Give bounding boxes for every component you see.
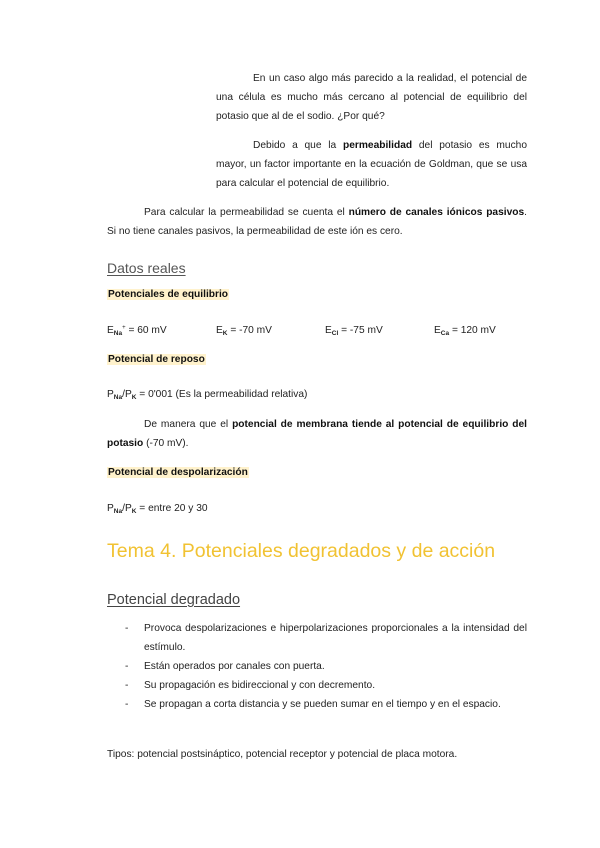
answer-paragraph: Debido a que la permeabilidad del potasio es mucho mayor, un factor importante en la ecuación de Goldman, que se usa para calcular el potencial de equilibrio.	[216, 140, 528, 189]
e-ca-value: ECa = 120 mV	[434, 325, 496, 337]
list-item: - Su propagación es bidireccional y con decremento.	[125, 680, 376, 691]
e-na-value: ENa+ = 60 mV	[107, 325, 167, 337]
chapter-title: Tema 4. Potenciales degradados y de acción	[107, 540, 496, 562]
list-item: - Provoca despolarizaciones e hiperpolarizaciones proporcionales a la intensidad del estímulo.	[125, 623, 527, 653]
list-item: - Están operados por canales con puerta.	[125, 661, 325, 672]
permeability-paragraph: Para calcular la permeabilidad se cuenta el número de canales iónicos pasivos. Si no tiene canales pasivos, la permeabilidad de este ión es cero.	[107, 207, 527, 237]
types-paragraph: Tipos: potencial postsináptico, potencial receptor y potencial de placa motora.	[107, 749, 458, 760]
list-item: - Se propagan a corta distancia y se pueden sumar en el tiempo y en el espacio.	[125, 699, 501, 710]
depolarization-heading: Potencial de despolarización	[108, 467, 248, 478]
resting-ratio: PNa/PK = 0'001 (Es la permeabilidad relativa)	[107, 389, 308, 401]
e-cl-value: ECl = -75 mV	[325, 325, 383, 337]
question-paragraph: En un caso algo más parecido a la realidad, el potencial de una célula es mucho más cercano al potencial de equilibrio del potasio que al de el sodio. ¿Por qué?	[216, 73, 527, 122]
equilibrium-heading: Potenciales de equilibrio	[108, 289, 229, 300]
e-k-value: EK = -70 mV	[216, 325, 272, 337]
depolarization-ratio: PNa/PK = entre 20 y 30	[107, 503, 208, 515]
membrane-paragraph: De manera que el potencial de membrana tiende al potencial de equilibrio del potasio (-70 mV).	[107, 419, 527, 449]
datos-reales-heading: Datos reales	[107, 260, 186, 276]
bullet-list	[107, 619, 527, 714]
graded-potential-heading: Potencial degradado	[107, 592, 241, 608]
resting-heading: Potencial de reposo	[108, 354, 205, 365]
